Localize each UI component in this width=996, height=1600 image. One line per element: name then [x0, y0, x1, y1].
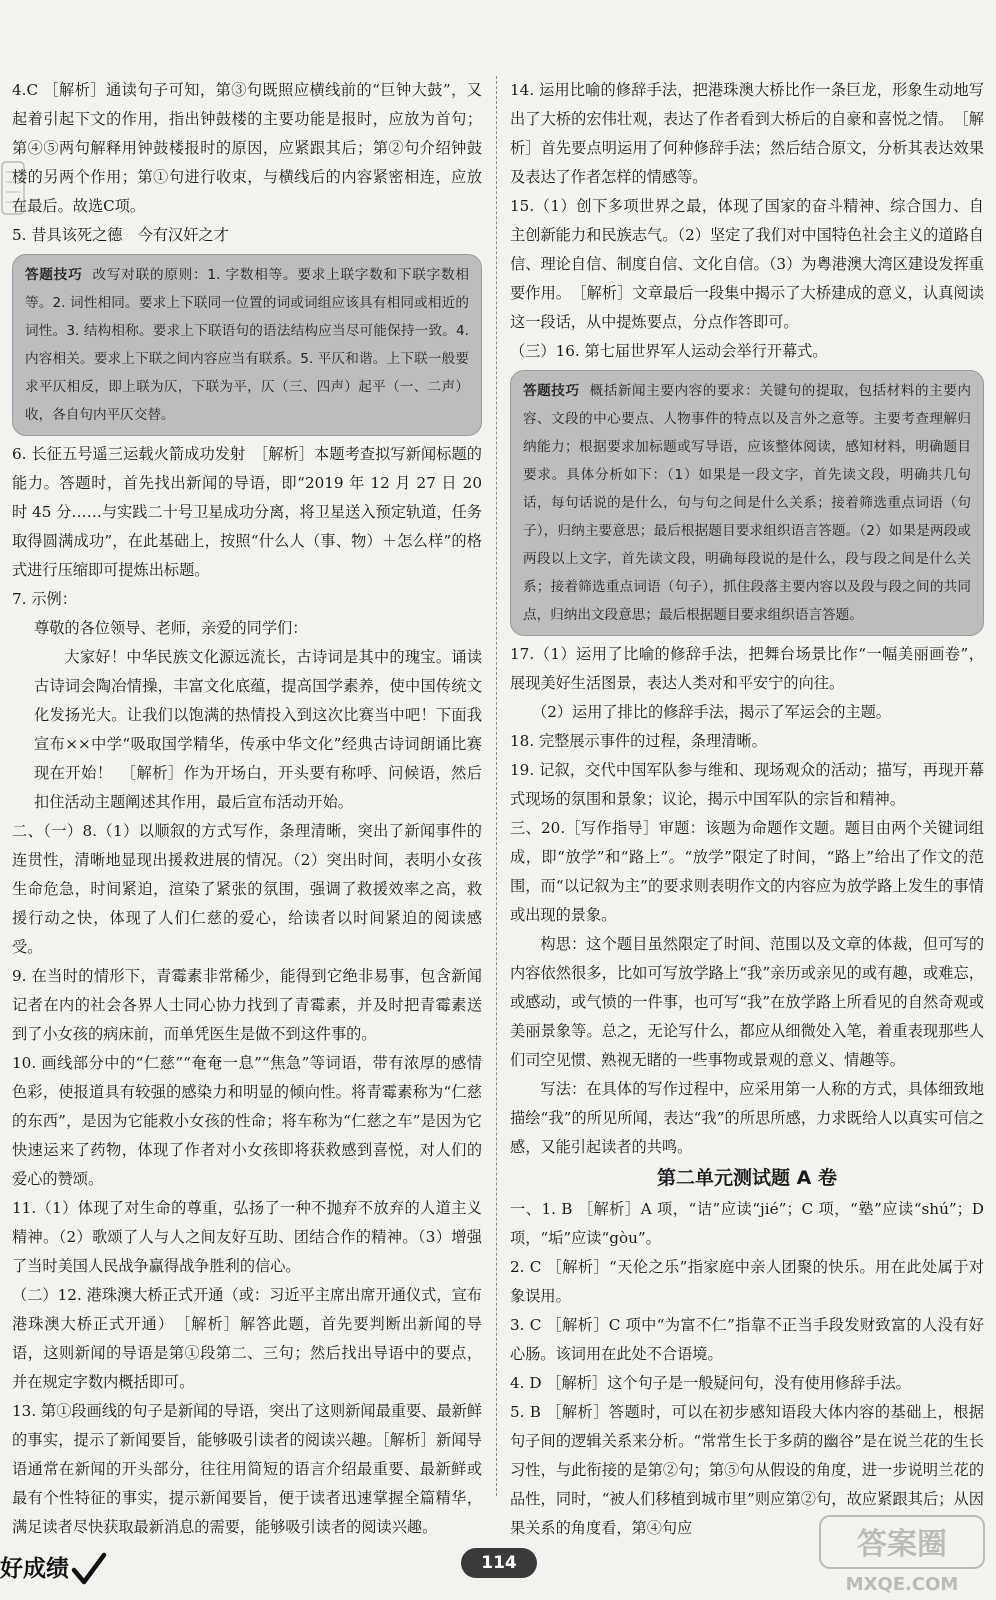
answer-q16: （三）16. 第七届世界军人运动会举行开幕式。	[510, 342, 828, 360]
checkmark-icon	[71, 1552, 107, 1586]
footer-brand	[0, 1546, 107, 1592]
answer-q12: （二）12. 港珠澳大桥正式开通（或：习近平主席出席开通仪式，宣布港珠澳大桥正式开通） ［解析］解答此题，首先要判断出新闻的导语，这则新闻的导语是第①段第二、三句；然后找出导语中的要点，并在规定字数内概括即可。	[12, 1286, 482, 1391]
tip-box-couplet	[12, 254, 482, 436]
answer-s3: 3. C ［解析］C 项中“为富不仁”指靠不正当手段发财致富的人没有好心肠。该词用在此处不合语境。	[510, 1316, 984, 1363]
answer-q11: 11.（1）体现了对生命的尊重，弘扬了一种不抛弃不放弃的人道主义精神。（2）歌颂了人与人之间友好互助、团结合作的精神。（3）增强了当时美国人民战争赢得战争胜利的信心。	[12, 1199, 482, 1275]
answer-s5: 5. B ［解析］答题时，可以在初步感知语段大体内容的基础上，根据句子间的逻辑关系来分析。“常常生长于多荫的幽谷”是在说兰花的生长习性，与此衔接的是第②句；第⑤句从假设的角度，进一步说明兰花的品性，同时，“被人们移植到城市里”则应第②句，故应紧跟其后；从因果关系的角度看，第④句应	[510, 1403, 984, 1537]
answer-q18: 18. 完整展示事件的过程，条理清晰。	[510, 732, 767, 750]
watermark-logo-icon	[816, 1512, 988, 1596]
answer-q17a: 17.（1）运用了比喻的修辞手法，把舞台场景比作“一幅美丽画卷”，展现美好生活图景，表达人类对和平安宁的向往。	[510, 645, 984, 692]
tip-text: 概括新闻主要内容的要求：关键句的提取，包括材料的主要内容、文段的中心要点、人物事件的特点以及言外之意等。主要考查理解归纳能力；根据要求加标题或写导语，应该整体阅读，感知材料，明确题目要求。具体分析如下：（1）如果是一段文字，首先读文段，明确共几句话，每句话说的是什么，句与句之间是什么关系；接着筛选重点词语（句子），归纳主要意思；最后根据题目要求组织语言答题。（2）如果是两段或两段以上文字，首先读文段，明确每段说的是什么，段与段之间是什么关系；接着筛选重点词语（句子），抓住段落主要内容以及段与段之间的共同点，归纳出文段意思；最后根据题目要求组织语言答题。	[523, 383, 972, 623]
tip-label: 答题技巧	[523, 383, 580, 399]
answer-s4: 4. D ［解析］这个句子是一般疑问句，没有使用修辞手法。	[510, 1374, 911, 1392]
answer-q13: 13. 第①段画线的句子是新闻的导语，突出了这则新闻最重要、最新鲜的事实，提示了新闻要旨，能够吸引读者的阅读兴趣。［解析］新闻导语通常在新闻的开头部分，往往用简短的语言介绍最重要、最新鲜或最有个性特征的事实，提示新闻要旨，便于读者迅速掌握全篇精华，满足读者尽快获取最新消息的需要，能够吸引读者的阅读兴趣。	[12, 1402, 482, 1536]
watermark-brand: 答案圈	[857, 1527, 947, 1562]
column-divider	[496, 76, 497, 1496]
answer-q5: 5. 昔具该死之德 今有汉奸之才	[12, 226, 229, 244]
answer-q17b: （2）运用了排比的修辞手法，揭示了军运会的主题。	[532, 703, 891, 721]
answer-q20: 三、20.［写作指导］审题：该题为命题作文题。题目由两个关键词组成，即“放学”和“路上”。“放学”限定了时间，“路上”给出了作文的范围，而“以记叙为主”的要求则表明作文的内容应为放学路上发生的事情或出现的景象。	[510, 819, 984, 924]
answer-s2: 2. C ［解析］“天伦之乐”指家庭中亲人团聚的快乐。用在此处属于对象误用。	[510, 1258, 984, 1305]
tip-label: 答题技巧	[25, 267, 83, 283]
answer-q10: 10. 画线部分中的“仁慈”“奄奄一息”“焦急”等词语，带有浓厚的感情色彩，使报道具有较强的感染力和明显的倾向性。将青霉素称为“仁慈的东西”，是因为它能救小女孩的性命；将车称为“仁慈之车”是因为它快速运来了药物，体现了作者对小女孩即将获救感到喜悦，对人们的爱心的赞颂。	[12, 1054, 482, 1188]
answer-q20-plan: 构思：这个题目虽然限定了时间、范围以及文章的体裁，但可写的内容依然很多，比如可写放学路上“我”亲历或亲见的或有趣，或难忘，或感动，或气愤的一件事，也可写“我”在放学路上所看见的自然奇观或美丽景象等。总之，无论写什么，都应从细微处入笔，着重表现那些人们司空见惯、熟视无睹的一些事物或景观的意义、情趣等。	[510, 935, 984, 1069]
right-column	[510, 76, 984, 1543]
tip-box-news	[510, 370, 984, 636]
answer-q20-method: 写法：在具体的写作过程中，应采用第一人称的方式，具体细致地描绘“我”的所见所闻，表达“我”的所思所感，力求既给人以真实可信之感，又能引起读者的共鸣。	[510, 1080, 984, 1156]
answer-q7-head: 7. 示例：	[12, 590, 77, 608]
answer-q15: 15.（1）创下多项世界之最，体现了国家的奋斗精神、综合国力、自主创新能力和民族志气。（2）坚定了我们对中国特色社会主义的道路自信、理论自信、制度自信、文化自信。（3）为粤港澳大湾区建设发挥重要作用。 ［解析］文章最后一段集中揭示了大桥建成的意义，认真阅读这一段话，从中提炼要点，分点作答即可。	[510, 197, 984, 331]
answer-s1: 一、1. B ［解析］A 项，“诘”应读“jié”；C 项，“塾”应读“shú”；D 项，“垢”应读“gòu”。	[510, 1200, 984, 1247]
answer-q4: 4.C ［解析］通读句子可知，第③句既照应横线前的“巨钟大鼓”，又起着引起下文的作用，指出钟鼓楼的主要功能是报时，应放为首句；第④⑤两句解释用钟鼓楼报时的原因，应紧跟其后；第②句介绍钟鼓楼的另两个作用；第①句进行收束，与横线后的内容紧密相连，应放在最后。故选C项。	[12, 81, 482, 215]
answer-q6: 6. 长征五号遥三运载火箭成功发射 ［解析］本题考查拟写新闻标题的能力。答题时，首先找出新闻的导语，即“2019 年 12 月 27 日 20 时 45 分……与实践二十号卫星成功分离，将卫星送入预定轨道，任务取得圆满成功”，在此基础上，按照“什么人（事、物）＋怎么样”的格式进行压缩即可提炼出标题。	[12, 445, 482, 579]
answer-q19: 19. 记叙，交代中国军队参与维和、现场观众的活动；描写，再现开幕式现场的氛围和景象；议论，揭示中国军队的宗旨和精神。	[510, 761, 984, 808]
answer-q14: 14. 运用比喻的修辞手法，把港珠澳大桥比作一条巨龙，形象生动地写出了大桥的宏伟壮观，表达了作者看到大桥后的自豪和喜悦之情。 ［解析］首先要点明运用了何种修辞手法；然后结合原文，分析其表达效果及表达了作者怎样的情感等。	[510, 81, 984, 186]
brand-text: 好成绩	[0, 1555, 69, 1582]
answer-q9: 9. 在当时的情形下，青霉素非常稀少，能得到它绝非易事，包含新闻记者在内的社会各界人士同心协力找到了青霉素，并及时把青霉素送到了小女孩的病床前，而单凭医生是做不到这件事的。	[12, 967, 482, 1043]
left-column	[12, 76, 482, 1542]
watermark-url: MXQE.COM	[845, 1574, 959, 1595]
page-number: 114	[461, 1548, 537, 1578]
answer-q8: 二、（一）8.（1）以顺叙的方式写作，条理清晰，突出了新闻事件的连贯性，清晰地显现出援救进展的情况。（2）突出时间，表明小女孩生命危急，时间紧迫，渲染了紧张的氛围，强调了救援效率之高，救援行动之快，体现了人们仁慈的爱心，给读者以时间紧迫的阅读感受。	[12, 822, 482, 956]
tip-text: 改写对联的原则：1. 字数相等。要求上联字数和下联字数相等。2. 词性相同。要求上下联同一位置的词或词组应该具有相同或相近的词性。3. 结构相称。要求上下联语句的语法结构应当尽可能保持一致。4. 内容相关。要求上下联之间内容应当有联系。5. 平仄和谐。上下联一般要求平仄相反，即上联为仄，下联为平，仄（三、四声）起平（一、二声）收，各自句内平仄交替。	[25, 267, 470, 423]
section-title: 第二单元测试题 A 卷	[657, 1167, 837, 1189]
answer-q7-greeting: 尊敬的各位领导、老师，亲爱的同学们：	[34, 619, 308, 637]
answer-q7-body: 大家好！中华民族文化源远流长，古诗词是其中的瑰宝。诵读古诗词会陶冶情操，丰富文化底蕴，提高国学素养，使中国传统文化发扬光大。让我们以饱满的热情投入到这次比赛当中吧！下面我宣布××中学“吸取国学精华，传承中华文化”经典古诗词朗诵比赛现在开始！ ［解析］作为开场白，开头要有称呼、问候语，然后扣住活动主题阐述其作用，最后宣布活动开始。	[34, 648, 482, 811]
